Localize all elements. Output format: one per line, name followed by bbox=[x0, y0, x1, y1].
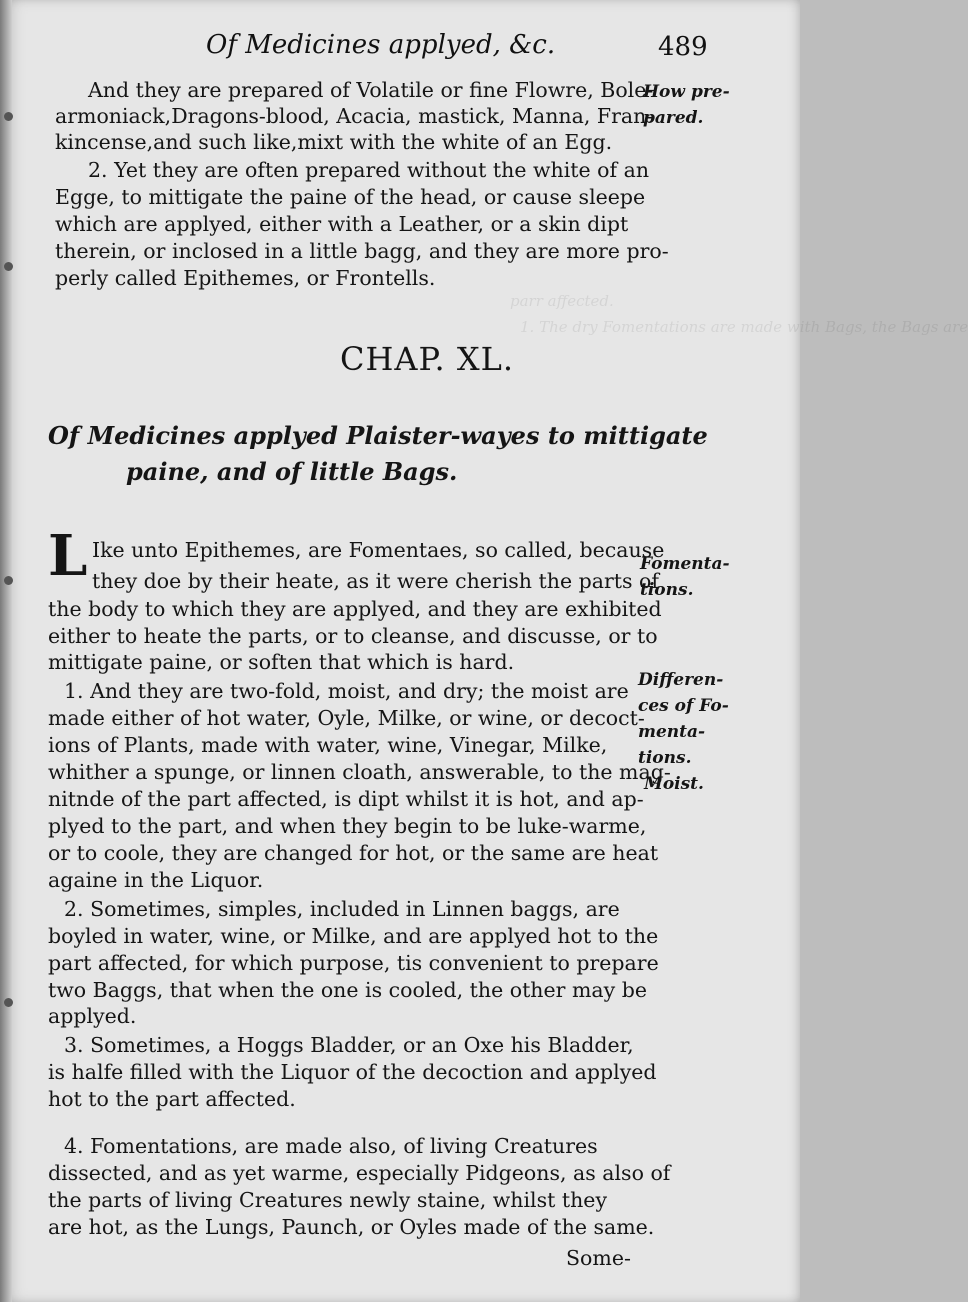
bleed-through-text: 1. The dry Fomentations are made with Bags, the Bags are bbox=[520, 318, 968, 336]
text-line: againe in the Liquor. bbox=[48, 868, 264, 892]
page-spine bbox=[0, 0, 12, 1302]
text-line: applyed. bbox=[48, 1004, 137, 1028]
margin-note: Fomenta- bbox=[640, 554, 730, 574]
text-line: Ike unto Epithemes, are Fomentaes, so called, because bbox=[92, 538, 665, 562]
chapter-subtitle: paine, and of little Bags. bbox=[126, 457, 458, 486]
text-line: hot to the part affected. bbox=[48, 1087, 296, 1111]
text-line: 4. Fomentations, are made also, of living Creatures bbox=[64, 1134, 598, 1158]
drop-capital: L bbox=[48, 523, 88, 589]
text-line: 1. And they are two-fold, moist, and dry; the moist are bbox=[64, 679, 629, 703]
text-line: therein, or inclosed in a little bagg, and they are more pro- bbox=[55, 239, 669, 263]
text-line: are hot, as the Lungs, Paunch, or Oyles made of the same. bbox=[48, 1215, 655, 1239]
text-line: mittigate paine, or soften that which is hard. bbox=[48, 650, 515, 674]
margin-note: Moist. bbox=[644, 774, 704, 794]
margin-note: tions. bbox=[640, 580, 694, 600]
text-line: or to coole, they are changed for hot, or the same are heat bbox=[48, 841, 659, 865]
catchword: Some- bbox=[566, 1246, 631, 1270]
binding-hole bbox=[4, 576, 13, 585]
text-line: perly called Epithemes, or Frontells. bbox=[55, 266, 436, 290]
margin-note: How pre- bbox=[643, 82, 730, 102]
page-number: 489 bbox=[658, 32, 708, 62]
bleed-through-text: parr affected. bbox=[510, 292, 614, 310]
margin-note: Differen- bbox=[638, 670, 724, 690]
text-line: made either of hot water, Oyle, Milke, or wine, or decoct- bbox=[48, 706, 645, 730]
text-line: kincense,and such like,mixt with the white of an Egg. bbox=[55, 130, 613, 154]
text-line: the parts of living Creatures newly staine, whilst they bbox=[48, 1188, 608, 1212]
margin-note: pared. bbox=[643, 108, 704, 128]
chapter-heading: CHAP. XL. bbox=[340, 340, 515, 378]
text-line: Egge, to mittigate the paine of the head, or cause sleepe bbox=[55, 185, 646, 209]
text-line: 3. Sometimes, a Hoggs Bladder, or an Oxe his Bladder, bbox=[64, 1033, 634, 1057]
text-line: And they are prepared of Volatile or fine Flowre, Bole- bbox=[88, 78, 654, 102]
text-line: is halfe filled with the Liquor of the decoction and applyed bbox=[48, 1060, 657, 1084]
text-line: which are applyed, either with a Leather, or a skin dipt bbox=[55, 212, 629, 236]
text-line: part affected, for which purpose, tis convenient to prepare bbox=[48, 951, 659, 975]
text-line: two Baggs, that when the one is cooled, the other may be bbox=[48, 978, 647, 1002]
text-line: armoniack,Dragons-blood, Acacia, mastick, Manna, Fran- bbox=[55, 104, 654, 128]
margin-note: tions. bbox=[638, 748, 692, 768]
text-line: they doe by their heate, as it were cherish the parts of bbox=[92, 569, 659, 593]
binding-hole bbox=[4, 112, 13, 121]
text-line: whither a spunge, or linnen cloath, answerable, to the mag- bbox=[48, 760, 671, 784]
running-header: Of Medicines applyed, &c. bbox=[206, 30, 556, 60]
binding-hole bbox=[4, 998, 13, 1007]
text-line: plyed to the part, and when they begin to be luke-warme, bbox=[48, 814, 647, 838]
text-line: 2. Sometimes, simples, included in Linnen baggs, are bbox=[64, 897, 620, 921]
text-line: 2. Yet they are often prepared without the white of an bbox=[88, 158, 650, 182]
margin-note: ces of Fo- bbox=[638, 696, 729, 716]
text-line: nitnde of the part affected, is dipt whilst it is hot, and ap- bbox=[48, 787, 644, 811]
text-line: boyled in water, wine, or Milke, and are applyed hot to the bbox=[48, 924, 659, 948]
chapter-subtitle: Of Medicines applyed Plaister-wayes to mittigate bbox=[48, 421, 708, 450]
binding-hole bbox=[4, 262, 13, 271]
text-line: dissected, and as yet warme, especially Pidgeons, as also of bbox=[48, 1161, 671, 1185]
text-line: the body to which they are applyed, and they are exhibited bbox=[48, 597, 662, 621]
text-line: ions of Plants, made with water, wine, Vinegar, Milke, bbox=[48, 733, 608, 757]
margin-note: menta- bbox=[638, 722, 706, 742]
text-line: either to heate the parts, or to cleanse, and discusse, or to bbox=[48, 624, 658, 648]
